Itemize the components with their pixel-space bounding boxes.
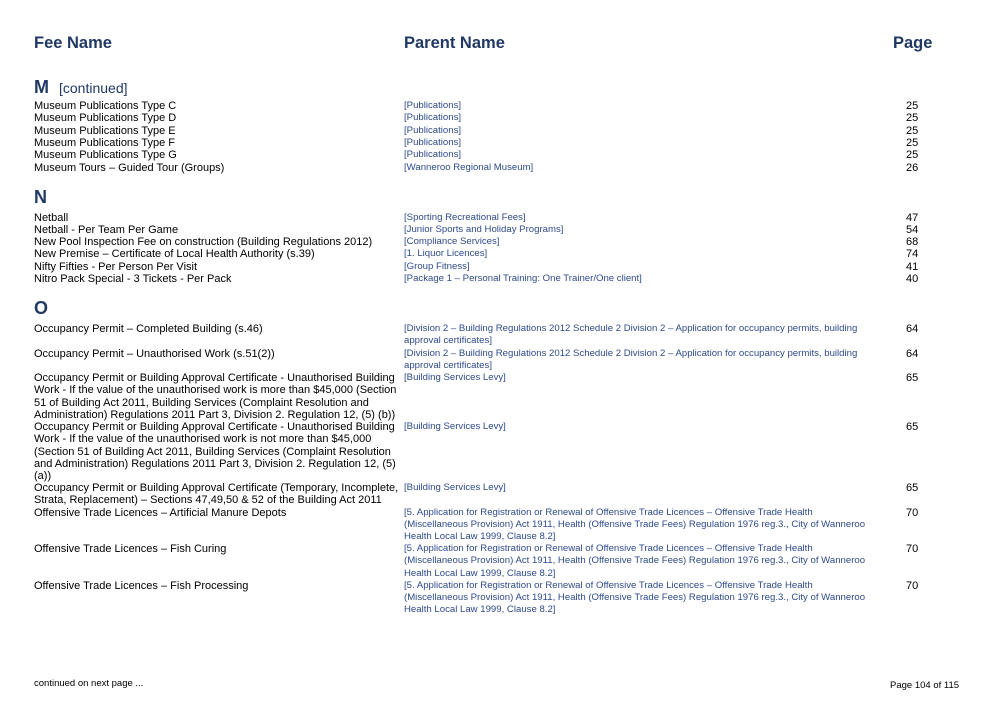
- parent-name: [Building Services Levy]: [404, 372, 506, 383]
- parent-name: [Division 2 – Building Regulations 2012 Schedule 2 Division 2 – Application for occupancy permits, building approval certificates]: [404, 347, 858, 371]
- page-number: 47: [906, 211, 919, 224]
- fee-name: Museum Publications Type E: [34, 124, 176, 137]
- page-number: 25: [906, 149, 919, 162]
- page-number: 64: [906, 347, 919, 360]
- fee-name: Netball - Per Team Per Game: [34, 223, 179, 236]
- fee-name: New Pool Inspection Fee on construction (Building Regulations 2012): [34, 236, 373, 249]
- page-number: 41: [906, 260, 919, 273]
- parent-name: [5. Application for Registration or Renewal of Offensive Trade Licences – Offensive Trade Health (Miscellaneous Provision) Act 1911, Health (Offensive Trade Fees) Regulation 1976 reg.3., City of Wanneroo Health Local Law 1999, Clause 8.2]: [404, 579, 866, 616]
- fee-name: New Premise – Certificate of Local Health Authority (s.39): [34, 248, 315, 261]
- parent-name: [1. Liquor Licences]: [404, 248, 488, 260]
- parent-name: [Compliance Services]: [404, 236, 500, 248]
- section-heading-m: [34, 77, 128, 98]
- parent-name: [Group Fitness]: [404, 260, 470, 272]
- page-number: 65: [906, 482, 919, 494]
- section-continued-label: [continued]: [59, 80, 128, 96]
- fee-name: Museum Publications Type G: [34, 149, 177, 162]
- fee-name: Museum Tours – Guided Tour (Groups): [34, 161, 225, 174]
- fee-name: Occupancy Permit or Building Approval Certificate - Unauthorised Building Work - If the value of the unauthorised work is not more than $45,000 (Section 51 of Building Act 2011, Building Services (Complaint Resolution and Administration) Regulations 2011 Part 3, Division 2. Regulation 12, (5) (a)): [34, 421, 396, 483]
- fee-name: Nifty Fifties - Per Person Per Visit: [34, 260, 198, 273]
- parent-name: [5. Application for Registration or Renewal of Offensive Trade Licences – Offensive Trade Health (Miscellaneous Provision) Act 1911, Health (Offensive Trade Fees) Regulation 1976 reg.3., City of Wanneroo Health Local Law 1999, Clause 8.2]: [404, 543, 866, 579]
- page-number: 68: [906, 236, 919, 249]
- parent-name: [Package 1 – Personal Training: One Trainer/One client]: [404, 273, 642, 284]
- fee-name: Occupancy Permit or Building Approval Certificate - Unauthorised Building Work - If the value of the unauthorised work is more than $45,000 (Section 51 of Building Act 2011, Building Services (Complaint Resolution and Administration) Regulations 2011 Part 3, Division 2. Regulation 12, (5) (b)): [34, 372, 397, 421]
- parent-name: [5. Application for Registration or Renewal of Offensive Trade Licences – Offensive Trade Health (Miscellaneous Provision) Act 1911, Health (Offensive Trade Fees) Regulation 1976 reg.3., City of Wanneroo Health Local Law 1999, Clause 8.2]: [404, 506, 866, 543]
- page-indicator: Page 104 of 115: [890, 680, 960, 691]
- fee-name: Offensive Trade Licences – Fish Processing: [34, 579, 249, 592]
- fee-name: Nitro Pack Special - 3 Tickets - Per Pack: [34, 273, 232, 285]
- page-number: 54: [906, 223, 919, 236]
- parent-name: [Publications]: [404, 136, 462, 148]
- parent-name: [Publications]: [404, 100, 462, 111]
- parent-name: [Publications]: [404, 124, 462, 136]
- continued-note: continued on next page ...: [34, 678, 144, 689]
- parent-name: [Wanneroo Regional Museum]: [404, 161, 534, 173]
- fee-name-header: Fee Name: [34, 34, 112, 52]
- fee-name: Museum Publications Type D: [34, 112, 177, 125]
- page-number: 70: [906, 543, 919, 555]
- fee-name: Museum Publications Type C: [34, 100, 177, 112]
- parent-name: [Publications]: [404, 112, 462, 124]
- fee-name: Occupancy Permit or Building Approval Certificate (Temporary, Incomplete, Strata, Replacement) – Sections 47,49,50 & 52 of the Building Act 2011: [34, 482, 399, 507]
- page-number: 25: [906, 112, 919, 125]
- page-number: 25: [906, 100, 919, 112]
- page-number: 25: [906, 124, 919, 137]
- page-number: 70: [906, 506, 919, 519]
- section-heading-o: [34, 298, 48, 319]
- page-number: 70: [906, 579, 919, 592]
- fee-name: Occupancy Permit – Unauthorised Work (s.51(2)): [34, 347, 275, 360]
- page-number: 40: [906, 273, 919, 285]
- column-header-row: [0, 34, 992, 56]
- page-number: 74: [906, 248, 919, 261]
- page-number: 25: [906, 136, 919, 149]
- parent-name: [Publications]: [404, 149, 462, 161]
- parent-name: [Sporting Recreational Fees]: [404, 211, 526, 223]
- parent-name-header: Parent Name: [404, 34, 505, 52]
- fee-name: Occupancy Permit – Completed Building (s.46): [34, 323, 263, 335]
- page-number: 64: [906, 323, 919, 335]
- section-letter: N: [34, 187, 47, 207]
- section-letter: O: [34, 298, 49, 318]
- fee-name: Netball: [34, 211, 69, 224]
- section-heading-n: [34, 187, 47, 208]
- parent-name: [Building Services Levy]: [404, 482, 506, 493]
- page-header: Page: [893, 34, 933, 52]
- parent-name: [Building Services Levy]: [404, 421, 506, 432]
- section-letter: M: [34, 77, 49, 97]
- fee-name: Museum Publications Type F: [34, 136, 176, 149]
- parent-name: [Division 2 – Building Regulations 2012 Schedule 2 Division 2 – Application for occupancy permits, building approval certificates]: [404, 323, 858, 347]
- parent-name: [Junior Sports and Holiday Programs]: [404, 223, 564, 235]
- page-number: 65: [906, 372, 919, 384]
- fee-name: Offensive Trade Licences – Fish Curing: [34, 543, 227, 555]
- page-number: 65: [906, 421, 919, 433]
- fee-name: Offensive Trade Licences – Artificial Manure Depots: [34, 506, 287, 519]
- page-number: 26: [906, 161, 919, 174]
